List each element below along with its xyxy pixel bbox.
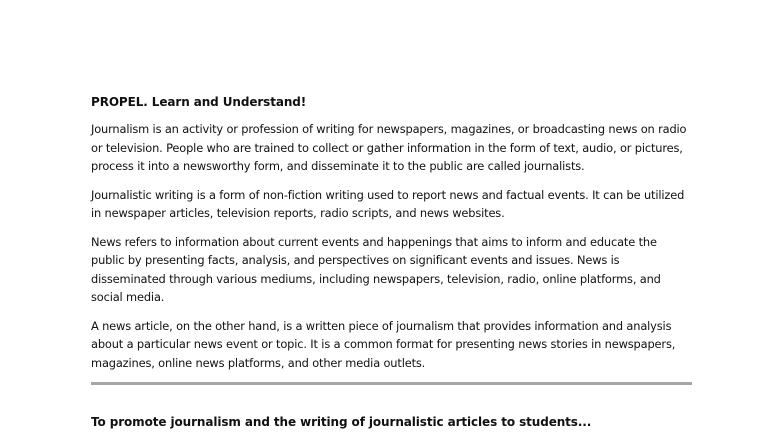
document-body — [91, 94, 693, 385]
paragraph-news: News refers to information about current events and happenings that aims to inform and educate the public by presenting facts, analysis, and perspectives on significant events and issues. News is disseminated through various mediums, including newspapers, television, radio, online platforms, and social media. — [91, 234, 661, 304]
paragraph-journalism: Journalism is an activity or profession of writing for newspapers, magazines, or broadcasting news on radio or television. People who are trained to collect or gather information in the form of text, audio, or pictures, process it into a newsworthy form, and disseminate it to the public are called journalists. — [91, 122, 687, 173]
section-heading: PROPEL. Learn and Understand! — [91, 95, 307, 109]
next-section-heading: To promote journalism and the writing of journalistic articles to students... — [91, 415, 592, 429]
paragraph-journalistic-writing: Journalistic writing is a form of non-fiction writing used to report news and factual events. It can be utilized in newspaper articles, television reports, radio scripts, and news websites. — [91, 187, 685, 220]
horizontal-divider — [91, 382, 692, 385]
paragraph-news-article: A news article, on the other hand, is a written piece of journalism that provides information and analysis about a particular news event or topic. It is a common format for presenting news stories in newspapers, magazines, online news platforms, and other media outlets. — [91, 318, 676, 370]
